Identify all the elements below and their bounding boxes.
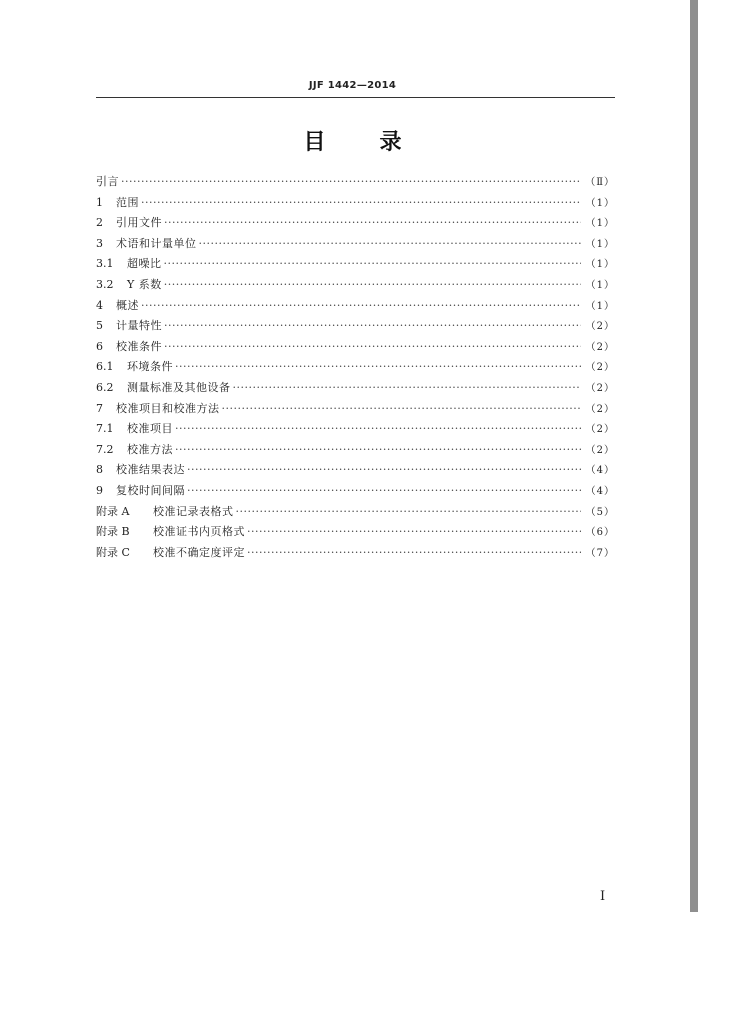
toc-entry-page: （1） [585,197,615,209]
toc-entry-label: 校准项目 [127,422,173,436]
toc-entry-label: 校准条件 [116,339,162,353]
toc-entry[interactable] [96,503,615,524]
toc-entry-label: 校准方法 [127,442,173,456]
toc-entry-label: 范围 [116,195,139,209]
toc-entry-number: 8 [96,463,103,477]
toc-entry[interactable] [96,255,615,276]
toc-entry[interactable] [96,214,615,235]
toc-entry-page: （Ⅱ） [585,177,615,188]
toc-entry-page: （2） [585,382,615,394]
toc-entry-page: （2） [585,341,615,353]
toc-entry-page: （5） [585,506,615,518]
toc-entry-number: 6.2 [96,380,114,394]
toc-entry[interactable] [96,379,615,400]
toc-entry-page: （4） [585,465,615,477]
toc-entry-page: （1） [585,218,615,230]
toc-entry-label: 复校时间间隔 [116,483,185,497]
toc-entry-page: （6） [585,527,615,539]
toc-leader-dots [199,237,582,250]
toc-leader-dots [236,505,582,518]
toc-entry-number: 5 [96,319,103,333]
toc-entry-page: （4） [585,485,615,497]
toc-entry-number: 7.1 [96,422,114,436]
toc-entry-label: 校准证书内页格式 [153,525,245,539]
toc-leader-dots [233,381,582,394]
table-of-contents [96,173,615,564]
toc-entry-number: 附录 B [96,525,130,539]
toc-leader-dots [247,546,581,559]
toc-entry-page: （2） [585,362,615,374]
toc-leader-dots [247,525,581,538]
toc-leader-dots [164,278,581,291]
toc-leader-dots [175,360,581,373]
title-char-right: 录 [379,130,402,155]
toc-entry[interactable] [96,194,615,215]
toc-entry[interactable] [96,358,615,379]
toc-leader-dots [141,299,581,312]
page-title [0,125,705,156]
toc-leader-dots [187,484,581,497]
page-number: I [600,889,606,904]
toc-entry[interactable] [96,461,615,482]
toc-leader-dots [222,402,582,415]
toc-entry-number: 6.1 [96,360,114,374]
toc-entry-label: 校准记录表格式 [153,504,234,518]
toc-entry[interactable] [96,544,615,565]
toc-entry[interactable] [96,317,615,338]
toc-entry[interactable] [96,173,615,194]
toc-entry-page: （1） [585,300,615,312]
header-rule [96,97,615,98]
toc-leader-dots [175,422,581,435]
toc-entry[interactable] [96,235,615,256]
toc-entry-number: 7.2 [96,442,114,456]
toc-entry-number: 附录 C [96,545,130,559]
toc-entry-label: 校准结果表达 [116,463,185,477]
toc-entry[interactable] [96,297,615,318]
toc-entry-label: 引用文件 [116,216,162,230]
standard-code-header: JJF 1442—2014 [308,80,397,91]
toc-entry-number: 3.2 [96,277,114,291]
toc-entry-label: 超噪比 [127,257,162,271]
toc-leader-dots [141,196,581,209]
toc-leader-dots [164,340,581,353]
toc-leader-dots [164,319,581,332]
toc-entry-label: 计量特性 [116,319,162,333]
toc-entry[interactable] [96,338,615,359]
toc-entry-label: Y 系数 [127,277,162,291]
toc-entry[interactable] [96,400,615,421]
toc-leader-dots [164,257,582,270]
toc-entry-label: 概述 [116,298,139,312]
toc-entry-number: 附录 A [96,504,130,518]
toc-entry-page: （1） [585,238,615,250]
toc-entry-label: 测量标准及其他设备 [127,380,231,394]
toc-entry-page: （1） [585,259,615,271]
toc-entry-label: 校准项目和校准方法 [116,401,220,415]
toc-entry-page: （2） [585,403,615,415]
toc-leader-dots [175,443,581,456]
toc-entry-label: 术语和计量单位 [116,236,197,250]
toc-entry-number: 3 [96,236,103,250]
toc-entry-number: 3.1 [96,257,114,271]
toc-entry-page: （7） [585,547,615,559]
toc-entry-number: 9 [96,483,103,497]
toc-entry-label: 引言 [96,175,119,188]
toc-entry-number: 6 [96,339,103,353]
toc-entry-page: （2） [585,444,615,456]
toc-entry[interactable] [96,420,615,441]
toc-entry[interactable] [96,523,615,544]
toc-leader-dots [121,175,581,188]
toc-entry[interactable] [96,441,615,462]
toc-entry-page: （2） [585,424,615,436]
toc-leader-dots [164,216,581,229]
toc-entry[interactable] [96,276,615,297]
toc-entry-number: 1 [96,195,103,209]
toc-entry-number: 4 [96,298,103,312]
title-char-left: 目 [303,130,326,155]
toc-entry-number: 7 [96,401,103,415]
toc-entry-page: （2） [585,321,615,333]
toc-entry-number: 2 [96,216,103,230]
toc-entry-label: 环境条件 [127,360,173,374]
toc-entry[interactable] [96,482,615,503]
toc-entry-page: （1） [585,279,615,291]
toc-entry-label: 校准不确定度评定 [153,545,245,559]
toc-leader-dots [187,463,581,476]
